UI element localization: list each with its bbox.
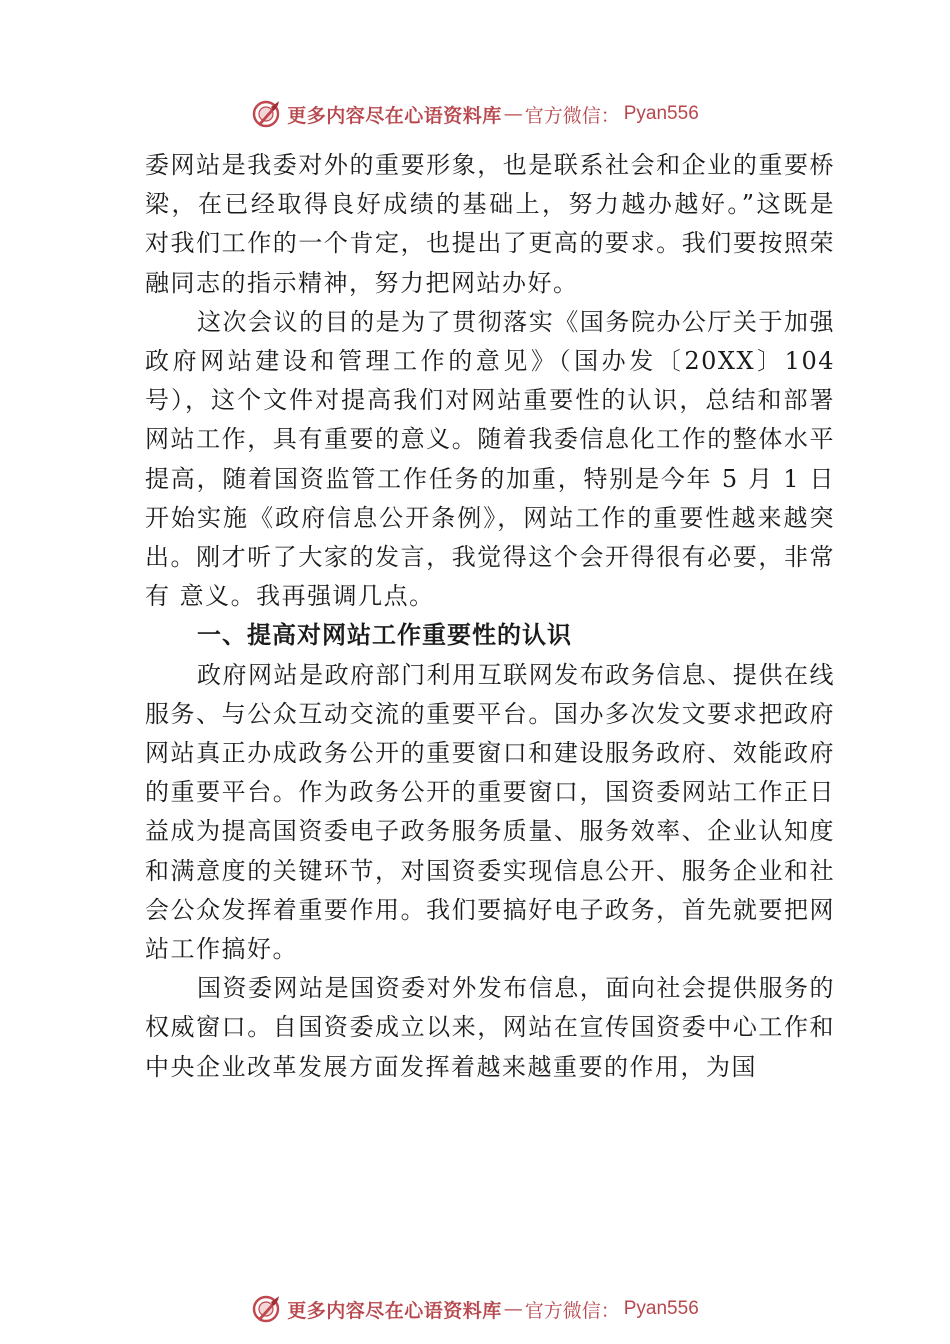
paragraph-3: 政府网站是政府部门利用互联网发布政务信息、提供在线服务、与公众互动交流的重要平台。国办多次发文要求把政府网站真正办成政务公开的重要窗口和建设服务政府、效能政府的重要平台。作为政务公开的重要窗口，国资委网站工作正日益成为提高国资委电子政务服务质量、服务效率、企业认知度和满意度的关键环节，对国资委实现信息公开、服务企业和社会公众发挥着重要作用。我们要搞好电子政务，首先就要把网站工作搞好。 [145,660,835,964]
paragraph-2: 这次会议的目的是为了贯彻落实《国务院办公厅关于加强政府网站建设和管理工作的意见》（国办发〔20XX〕104 号），这个文件对提高我们对网站重要性的认识，总结和部署网站工作，具有重要的意义。随着我委信息化工作的整体水平提高，随着国资监管工作任务的加重，特别是今年 5 月 1 日开始实施《政府信息公开条例》，网站工作的重要性越来越突出。刚才听了大家的发言，我觉得这个会开得很有必要，非常有 意义。我再强调几点。 [145,307,835,611]
document-body [145,146,835,1087]
wechat-id: Pyan556 [623,1298,699,1319]
library-text: 更多内容尽在心语资料库 [287,104,502,127]
banner-dash: — [503,103,523,125]
paragraph-4: 国资委网站是国资委对外发布信息，面向社会提供服务的权威窗口。自国资委成立以来，网站在宣传国资委中心工作和中央企业改革发展方面发挥着越来越重要的作用，为国 [145,974,835,1081]
quill-logo-icon [251,1294,281,1324]
footer-banner [0,1289,950,1329]
wechat-label: 官方微信： [524,1299,620,1322]
paragraph-1: 委网站是我委对外的重要形象，也是联系社会和企业的重要桥梁，在已经取得良好成绩的基础上，努力越办越好。”这既是对我们工作的一个肯定，也提出了更高的要求。我们要按照荣融同志的指示精神，努力把网站办好。 [145,151,835,297]
wechat-id: Pyan556 [623,103,699,124]
wechat-label: 官方微信： [524,104,620,127]
quill-logo-icon [251,99,281,129]
header-banner [0,94,950,134]
banner-dash: — [503,1298,523,1320]
library-text: 更多内容尽在心语资料库 [287,1299,502,1322]
section-heading-1: 一、提高对网站工作重要性的认识 [197,621,572,650]
